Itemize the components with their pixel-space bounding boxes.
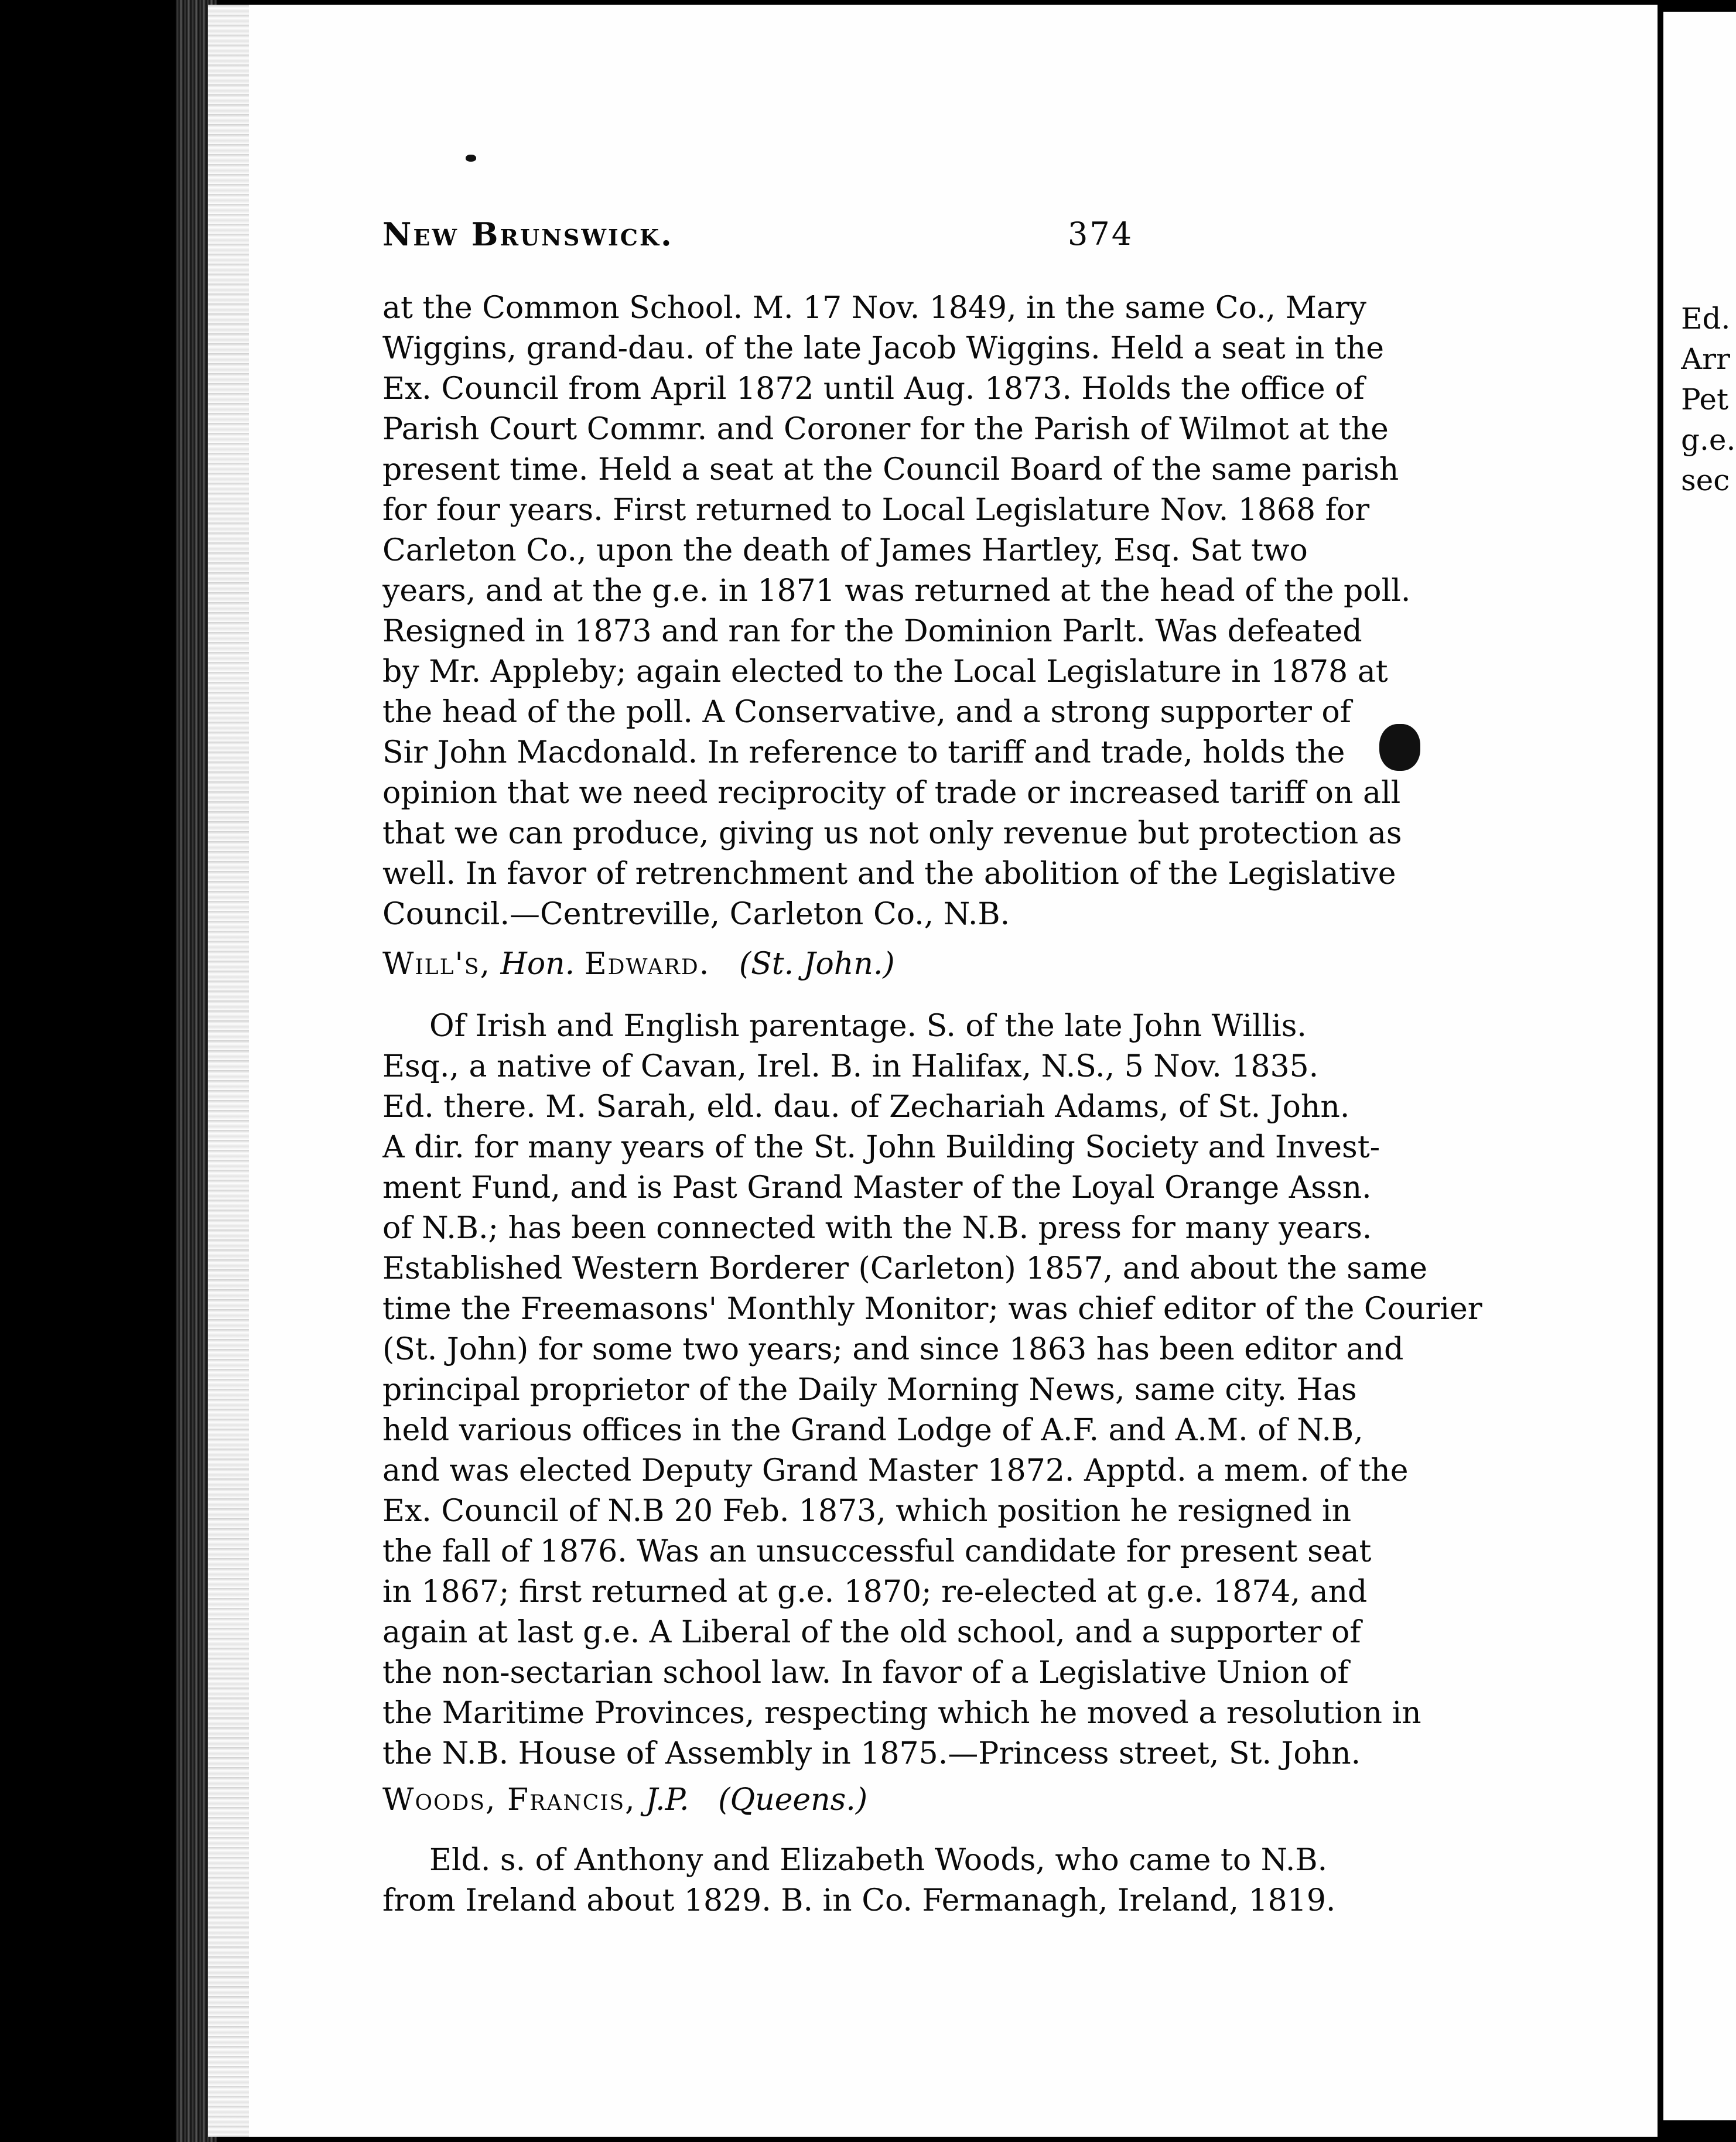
text-line: of N.B.; has been connected with the N.B. press for many years. — [382, 1211, 1372, 1246]
entry-name: Woods, Francis, — [382, 1782, 636, 1818]
text-line: principal proprietor of the Daily Morning News, same city. Has — [382, 1372, 1357, 1407]
entry-woods-paragraph — [382, 1840, 1554, 1921]
text-line: at the Common School. M. 17 Nov. 1849, in the same Co., Mary — [382, 291, 1367, 326]
text-line: ment Fund, and is Past Grand Master of the Loyal Orange Assn. — [382, 1170, 1372, 1205]
text-line: and was elected Deputy Grand Master 1872. Apptd. a mem. of the — [382, 1453, 1409, 1488]
entry-continued-paragraph — [382, 288, 1554, 935]
text-line: from Ireland about 1829. B. in Co. Fermanagh, Ireland, 1819. — [382, 1883, 1336, 1918]
text-line: Established Western Borderer (Carleton) 1857, and about the same — [382, 1251, 1428, 1286]
text-line: Council.—Centreville, Carleton Co., N.B. — [382, 897, 1010, 932]
text-line: Esq., a native of Cavan, Irel. B. in Halifax, N.S., 5 Nov. 1835. — [382, 1049, 1319, 1084]
text-line: Eld. s. of Anthony and Elizabeth Woods, who came to N.B. — [429, 1843, 1328, 1878]
entry-title: J.P. — [645, 1782, 689, 1818]
entry-willis-paragraph — [382, 1006, 1554, 1774]
text-line: Sir John Macdonald. In reference to tariff and trade, holds the — [382, 735, 1345, 770]
text-line: Wiggins, grand-dau. of the late Jacob Wiggins. Held a seat in the — [382, 331, 1385, 366]
facing-page-fragment: Pet — [1681, 382, 1729, 416]
text-line: by Mr. Appleby; again elected to the Local Legislature in 1878 at — [382, 654, 1388, 689]
text-line: time the Freemasons' Monthly Monitor; was chief editor of the Courier — [382, 1292, 1482, 1327]
entry-honorific: Hon. — [500, 947, 575, 982]
entry-constituency: (St. John.) — [739, 947, 895, 982]
running-head — [382, 210, 1378, 257]
page-number: 374 — [1068, 216, 1134, 252]
text-line: in 1867; first returned at g.e. 1870; re-elected at g.e. 1874, and — [382, 1574, 1368, 1610]
text-line: that we can produce, giving us not only revenue but protection as — [382, 816, 1402, 851]
text-line: Of Irish and English parentage. S. of the late John Willis. — [429, 1009, 1307, 1044]
text-line: Carleton Co., upon the death of James Hartley, Esq. Sat two — [382, 533, 1308, 568]
text-line: for four years. First returned to Local Legislature Nov. 1868 for — [382, 493, 1370, 528]
entry-heading-willis — [382, 944, 1554, 985]
text-line: the non-sectarian school law. In favor of a Legislative Union of — [382, 1655, 1349, 1690]
text-line: the head of the poll. A Conservative, and a strong supporter of — [382, 695, 1351, 730]
text-line: the N.B. House of Assembly in 1875.—Princess street, St. John. — [382, 1736, 1361, 1771]
text-line: (St. John) for some two years; and since 1863 has been editor and — [382, 1332, 1404, 1367]
text-line: Ex. Council of N.B 20 Feb. 1873, which position he resigned in — [382, 1494, 1352, 1529]
entry-given-name: Edward. — [584, 947, 710, 982]
facing-page-fragment: Arr — [1681, 342, 1730, 376]
text-line: present time. Held a seat at the Council Board of the same parish — [382, 452, 1399, 487]
text-line: Ed. there. M. Sarah, eld. dau. of Zechariah Adams, of St. John. — [382, 1089, 1350, 1125]
ink-speck — [466, 155, 476, 162]
ink-blot — [1379, 724, 1420, 771]
entry-constituency: (Queens.) — [718, 1782, 868, 1818]
text-line: years, and at the g.e. in 1871 was returned at the head of the poll. — [382, 573, 1411, 609]
text-line: Ex. Council from April 1872 until Aug. 1873. Holds the office of — [382, 371, 1365, 406]
entry-heading-woods — [382, 1779, 1554, 1820]
text-line: the fall of 1876. Was an unsuccessful candidate for present seat — [382, 1534, 1372, 1569]
book-page — [208, 5, 1658, 2137]
text-line: opinion that we need reciprocity of trade or increased tariff on all — [382, 776, 1401, 811]
entry-surname: Will's, — [382, 947, 491, 982]
text-line: again at last g.e. A Liberal of the old school, and a supporter of — [382, 1615, 1361, 1650]
facing-page-fragment: Ed. — [1681, 302, 1731, 336]
page-gutter — [208, 5, 249, 2137]
facing-page-fragment: sec — [1681, 463, 1730, 497]
facing-page-fragment: g.e. — [1681, 423, 1736, 457]
text-line: A dir. for many years of the St. John Building Society and Invest- — [382, 1130, 1380, 1165]
text-line: Parish Court Commr. and Coroner for the Parish of Wilmot at the — [382, 412, 1389, 447]
text-line: the Maritime Provinces, respecting which he moved a resolution in — [382, 1696, 1421, 1731]
text-line: Resigned in 1873 and ran for the Dominion Parlt. Was defeated — [382, 614, 1362, 649]
text-line: well. In favor of retrenchment and the abolition of the Legislative — [382, 856, 1396, 891]
running-head-title: New Brunswick. — [382, 216, 674, 253]
text-line: held various offices in the Grand Lodge of A.F. and A.M. of N.B, — [382, 1413, 1363, 1448]
page-edge-shadow — [1658, 0, 1663, 2142]
